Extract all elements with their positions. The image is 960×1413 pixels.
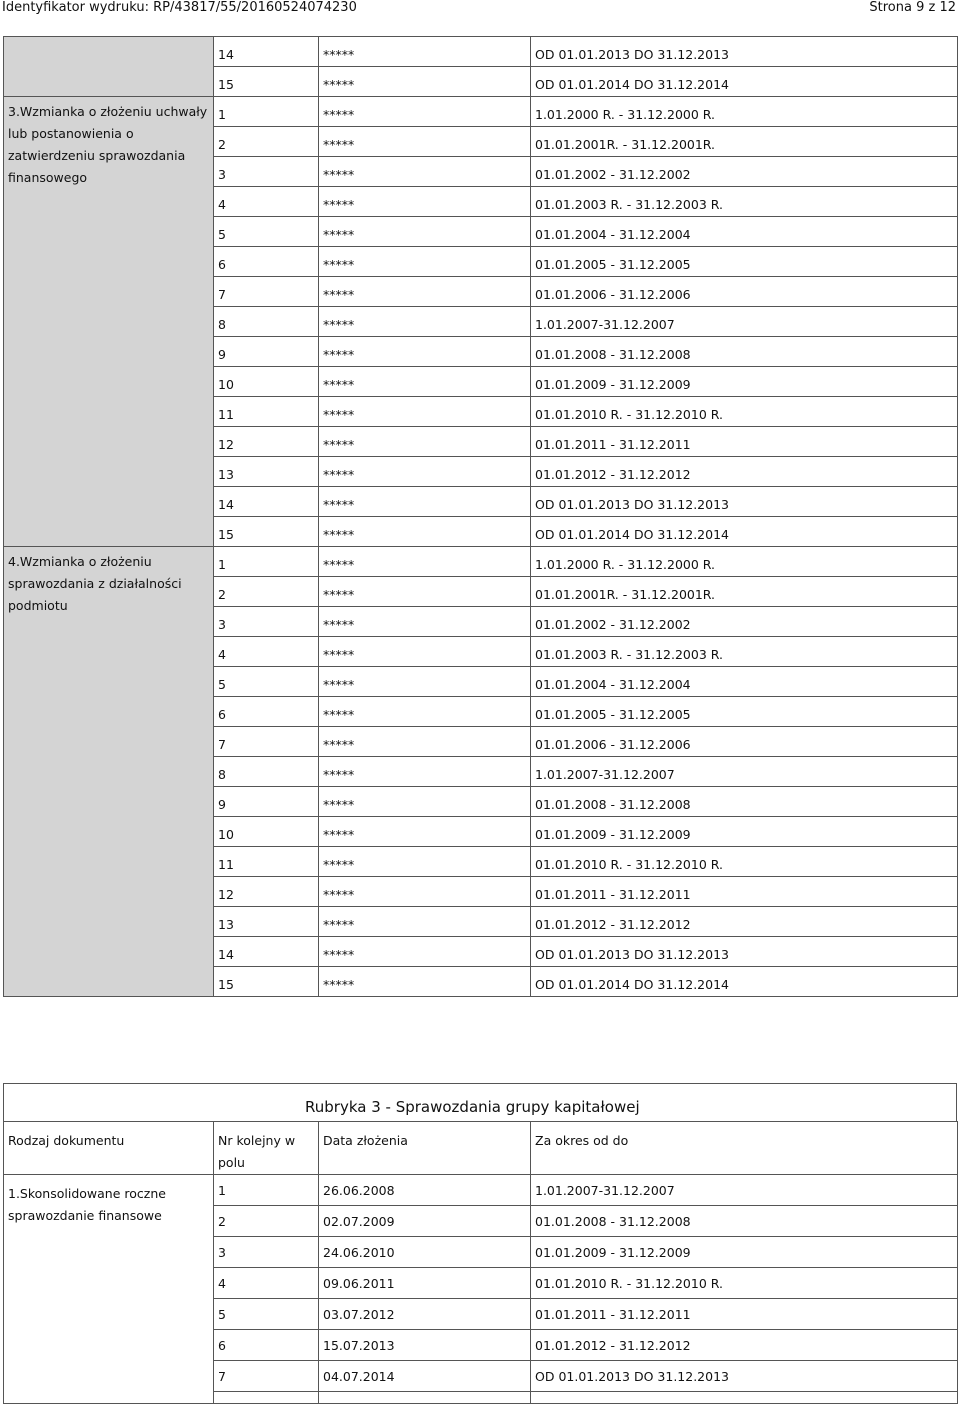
section3-label: 3.Wzmianka o złożeniu uchwały lub postanowienia o zatwierdzeniu sprawozdania finansowego — [4, 97, 214, 547]
period: OD 01.01.2013 DO 31.12.2013 — [531, 487, 958, 517]
masked-value: ***** — [319, 877, 531, 907]
period: 1.01.2007-31.12.2007 — [531, 1175, 958, 1206]
masked-value: ***** — [319, 217, 531, 247]
filing-date: 04.07.2014 — [319, 1361, 531, 1392]
filing-date: 24.06.2010 — [319, 1237, 531, 1268]
masked-value: ***** — [319, 337, 531, 367]
rubryka3-title: Rubryka 3 - Sprawozdania grupy kapitałowej — [305, 1098, 640, 1116]
masked-value: ***** — [319, 307, 531, 337]
masked-value: ***** — [319, 907, 531, 937]
row-number: 1 — [214, 1175, 319, 1206]
masked-value: ***** — [319, 637, 531, 667]
rubryka3-table — [3, 1121, 958, 1404]
period: 01.01.2012 - 31.12.2012 — [531, 1330, 958, 1361]
filing-date: 03.07.2012 — [319, 1299, 531, 1330]
filing-date: 15.07.2013 — [319, 1330, 531, 1361]
row-number: 4 — [214, 187, 319, 217]
column-header: Data złożenia — [319, 1122, 531, 1175]
row-number: 2 — [214, 127, 319, 157]
masked-value: ***** — [319, 607, 531, 637]
continuation-label — [4, 37, 214, 97]
period: 01.01.2004 - 31.12.2004 — [531, 217, 958, 247]
row-number: 3 — [214, 157, 319, 187]
row-number: 6 — [214, 1330, 319, 1361]
row-number: 7 — [214, 1361, 319, 1392]
row-number: 13 — [214, 907, 319, 937]
masked-value: ***** — [319, 127, 531, 157]
masked-value: ***** — [319, 397, 531, 427]
period: 1.01.2007-31.12.2007 — [531, 757, 958, 787]
period: OD 01.01.2013 DO 31.12.2013 — [531, 37, 958, 67]
row-number: 7 — [214, 727, 319, 757]
masked-value: ***** — [319, 727, 531, 757]
empty-cell — [319, 1392, 531, 1404]
row-number: 1 — [214, 97, 319, 127]
row-number: 6 — [214, 247, 319, 277]
column-header: Rodzaj dokumentu — [4, 1122, 214, 1175]
masked-value: ***** — [319, 67, 531, 97]
masked-value: ***** — [319, 367, 531, 397]
row-number: 5 — [214, 667, 319, 697]
print-identifier: Identyfikator wydruku: RP/43817/55/20160524074230 — [2, 0, 357, 15]
masked-value: ***** — [319, 937, 531, 967]
period: 01.01.2006 - 31.12.2006 — [531, 277, 958, 307]
period: 01.01.2006 - 31.12.2006 — [531, 727, 958, 757]
masked-value: ***** — [319, 247, 531, 277]
period: OD 01.01.2014 DO 31.12.2014 — [531, 517, 958, 547]
period: OD 01.01.2014 DO 31.12.2014 — [531, 67, 958, 97]
section4-label: 4.Wzmianka o złożeniu sprawozdania z działalności podmiotu — [4, 547, 214, 997]
masked-value: ***** — [319, 157, 531, 187]
row-number: 15 — [214, 517, 319, 547]
period: 01.01.2001R. - 31.12.2001R. — [531, 127, 958, 157]
period: 01.01.2008 - 31.12.2008 — [531, 1206, 958, 1237]
row-number: 1 — [214, 547, 319, 577]
period: 01.01.2008 - 31.12.2008 — [531, 337, 958, 367]
masked-value: ***** — [319, 97, 531, 127]
period: 01.01.2010 R. - 31.12.2010 R. — [531, 1268, 958, 1299]
table-row — [4, 1175, 958, 1206]
rubryka3-label: 1.Skonsolidowane roczne sprawozdanie finansowe — [4, 1175, 214, 1404]
period: 01.01.2001R. - 31.12.2001R. — [531, 577, 958, 607]
row-number: 4 — [214, 637, 319, 667]
period: OD 01.01.2014 DO 31.12.2014 — [531, 967, 958, 997]
masked-value: ***** — [319, 817, 531, 847]
period: OD 01.01.2013 DO 31.12.2013 — [531, 1361, 958, 1392]
masked-value: ***** — [319, 577, 531, 607]
header-row — [4, 1122, 958, 1175]
period: 01.01.2010 R. - 31.12.2010 R. — [531, 397, 958, 427]
table-row — [4, 97, 958, 127]
row-number: 2 — [214, 577, 319, 607]
row-number: 3 — [214, 1237, 319, 1268]
row-number: 12 — [214, 427, 319, 457]
masked-value: ***** — [319, 277, 531, 307]
row-number: 9 — [214, 787, 319, 817]
period: 01.01.2012 - 31.12.2012 — [531, 457, 958, 487]
table-row — [4, 37, 958, 67]
row-number: 10 — [214, 817, 319, 847]
empty-cell — [214, 1392, 319, 1404]
masked-value: ***** — [319, 427, 531, 457]
period: 1.01.2000 R. - 31.12.2000 R. — [531, 97, 958, 127]
row-number: 9 — [214, 337, 319, 367]
row-number: 5 — [214, 217, 319, 247]
period: 01.01.2011 - 31.12.2011 — [531, 1299, 958, 1330]
row-number: 8 — [214, 757, 319, 787]
masked-value: ***** — [319, 457, 531, 487]
masked-value: ***** — [319, 667, 531, 697]
masked-value: ***** — [319, 757, 531, 787]
row-number: 4 — [214, 1268, 319, 1299]
masked-value: ***** — [319, 787, 531, 817]
period: 01.01.2002 - 31.12.2002 — [531, 157, 958, 187]
column-header: Nr kolejny w polu — [214, 1122, 319, 1175]
filing-date: 02.07.2009 — [319, 1206, 531, 1237]
filing-date: 26.06.2008 — [319, 1175, 531, 1206]
period: 1.01.2000 R. - 31.12.2000 R. — [531, 547, 958, 577]
period: 01.01.2009 - 31.12.2009 — [531, 817, 958, 847]
period: 01.01.2012 - 31.12.2012 — [531, 907, 958, 937]
masked-value: ***** — [319, 187, 531, 217]
masked-value: ***** — [319, 37, 531, 67]
page-number: Strona 9 z 12 — [869, 0, 956, 15]
print-header — [0, 0, 960, 18]
row-number: 15 — [214, 67, 319, 97]
row-number: 15 — [214, 967, 319, 997]
masked-value: ***** — [319, 697, 531, 727]
period: 01.01.2002 - 31.12.2002 — [531, 607, 958, 637]
period: 01.01.2011 - 31.12.2011 — [531, 427, 958, 457]
row-number: 13 — [214, 457, 319, 487]
period: 01.01.2003 R. - 31.12.2003 R. — [531, 187, 958, 217]
row-number: 6 — [214, 697, 319, 727]
masked-value: ***** — [319, 517, 531, 547]
period: 01.01.2003 R. - 31.12.2003 R. — [531, 637, 958, 667]
row-number: 14 — [214, 37, 319, 67]
table-row — [4, 547, 958, 577]
period: 01.01.2011 - 31.12.2011 — [531, 877, 958, 907]
masked-value: ***** — [319, 967, 531, 997]
period: 01.01.2010 R. - 31.12.2010 R. — [531, 847, 958, 877]
row-number: 3 — [214, 607, 319, 637]
period: OD 01.01.2013 DO 31.12.2013 — [531, 937, 958, 967]
row-number: 5 — [214, 1299, 319, 1330]
masked-value: ***** — [319, 847, 531, 877]
row-number: 2 — [214, 1206, 319, 1237]
row-number: 10 — [214, 367, 319, 397]
column-header: Za okres od do — [531, 1122, 958, 1175]
filings-table — [3, 36, 958, 997]
period: 01.01.2008 - 31.12.2008 — [531, 787, 958, 817]
period: 01.01.2004 - 31.12.2004 — [531, 667, 958, 697]
row-number: 11 — [214, 397, 319, 427]
masked-value: ***** — [319, 547, 531, 577]
row-number: 14 — [214, 487, 319, 517]
row-number: 11 — [214, 847, 319, 877]
row-number: 12 — [214, 877, 319, 907]
filing-date: 09.06.2011 — [319, 1268, 531, 1299]
period: 01.01.2005 - 31.12.2005 — [531, 697, 958, 727]
row-number: 8 — [214, 307, 319, 337]
period: 01.01.2005 - 31.12.2005 — [531, 247, 958, 277]
period: 01.01.2009 - 31.12.2009 — [531, 367, 958, 397]
row-number: 14 — [214, 937, 319, 967]
empty-cell — [531, 1392, 958, 1404]
period: 01.01.2009 - 31.12.2009 — [531, 1237, 958, 1268]
masked-value: ***** — [319, 487, 531, 517]
period: 1.01.2007-31.12.2007 — [531, 307, 958, 337]
row-number: 7 — [214, 277, 319, 307]
